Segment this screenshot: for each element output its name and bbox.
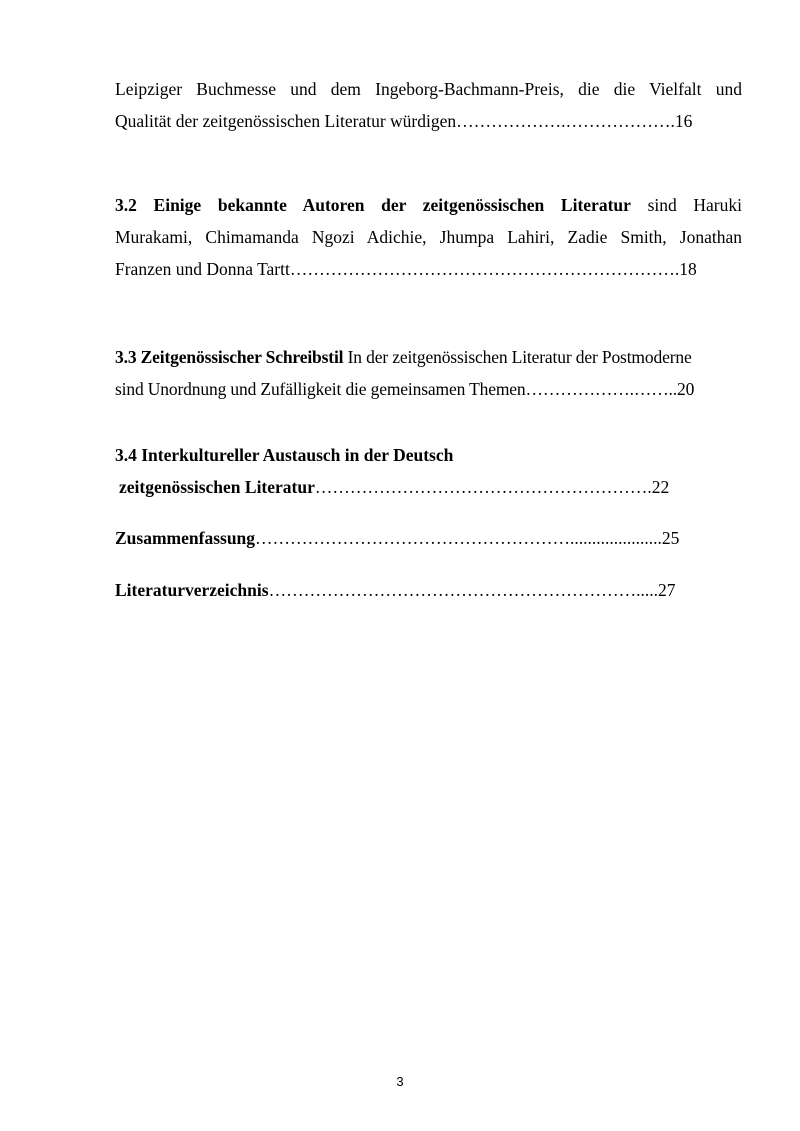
toc-text: In der zeitgenössischen Literatur der Postmoderne bbox=[343, 347, 692, 367]
toc-line-with-page: sind Unordnung und Zufälligkeit die gemeinsamen Themen……………….……..20 bbox=[115, 379, 695, 399]
toc-line-with-page bbox=[115, 522, 742, 554]
toc-entry-3-2 bbox=[115, 189, 742, 285]
toc-text: sind Haruki bbox=[630, 195, 742, 215]
toc-heading: Zusammenfassung bbox=[115, 528, 256, 548]
toc-dots-page: ……………………………………………….....................25 bbox=[255, 528, 680, 548]
toc-heading: Literaturverzeichnis bbox=[115, 580, 269, 600]
toc-line: Murakami, Chimamanda Ngozi Adichie, Jhumpa Lahiri, Zadie Smith, Jonathan bbox=[115, 227, 742, 247]
toc-line bbox=[115, 189, 742, 221]
toc-entry-continuation bbox=[115, 73, 742, 137]
toc-line-with-page: Franzen und Donna Tartt………………………………………………………….18 bbox=[115, 259, 697, 279]
toc-entry-3-3 bbox=[115, 341, 742, 405]
toc-heading: 3.3 Zeitgenössischer Schreibstil bbox=[115, 347, 344, 367]
toc-line: Leipziger Buchmesse und dem Ingeborg-Bachmann-Preis, die die Vielfalt und bbox=[115, 79, 742, 99]
toc-entry-bibliography bbox=[115, 574, 742, 606]
toc-line-with-page bbox=[115, 471, 742, 503]
toc-line-with-page bbox=[115, 574, 742, 606]
toc-line bbox=[115, 341, 742, 373]
page-number: 3 bbox=[396, 1074, 404, 1089]
toc-line-with-page: Qualität der zeitgenössischen Literatur würdigen……………….……………….16 bbox=[115, 111, 693, 131]
toc-entry-3-4 bbox=[115, 439, 742, 503]
toc-heading: 3.4 Interkultureller Austausch in der Deutsch bbox=[115, 445, 454, 465]
toc-dots-page: ………………………………………………….22 bbox=[314, 477, 670, 497]
toc-entry-summary bbox=[115, 522, 742, 554]
toc-dots-page: ……………………………………………………….....27 bbox=[268, 580, 676, 600]
toc-heading: zeitgenössischen Literatur bbox=[119, 477, 315, 497]
toc-heading: 3.2 Einige bekannte Autoren der zeitgenössischen Literatur bbox=[115, 195, 631, 215]
